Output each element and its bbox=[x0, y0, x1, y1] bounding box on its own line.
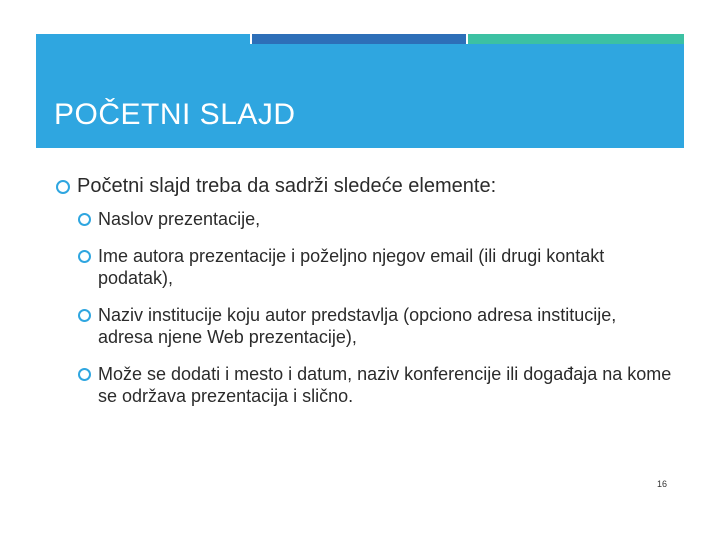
accent-stripe-light-blue bbox=[36, 34, 250, 44]
circle-bullet-icon bbox=[56, 180, 70, 194]
intro-text: Početni slajd treba da sadrži sledeće elemente: bbox=[77, 175, 497, 197]
sub-bullet-list bbox=[56, 208, 676, 407]
list-item-text: Naziv institucije koju autor predstavlja (opciono adresa institucije, adresa njene Web prezentacije), bbox=[98, 305, 617, 347]
accent-stripe-dark-blue bbox=[252, 34, 466, 44]
circle-bullet-icon bbox=[78, 213, 91, 226]
slide-content bbox=[56, 172, 676, 422]
intro-bullet bbox=[56, 172, 676, 200]
circle-bullet-icon bbox=[78, 368, 91, 381]
circle-bullet-icon bbox=[78, 250, 91, 263]
accent-stripes bbox=[36, 34, 684, 44]
slide-title: POČETNI SLAJD bbox=[54, 98, 296, 131]
list-item bbox=[78, 208, 676, 230]
title-band bbox=[36, 44, 684, 148]
list-item-text: Naslov prezentacije, bbox=[98, 209, 261, 229]
list-item bbox=[78, 304, 676, 348]
list-item-text: Može se dodati i mesto i datum, naziv konferencije ili događaja na kome se održava prezentacija i slično. bbox=[98, 364, 672, 406]
circle-bullet-icon bbox=[78, 309, 91, 322]
list-item bbox=[78, 363, 676, 407]
accent-stripe-teal bbox=[468, 34, 684, 44]
list-item-text: Ime autora prezentacije i poželjno njegov email (ili drugi kontakt podatak), bbox=[98, 246, 605, 288]
page-number: 16 bbox=[657, 479, 668, 489]
list-item bbox=[78, 245, 676, 289]
